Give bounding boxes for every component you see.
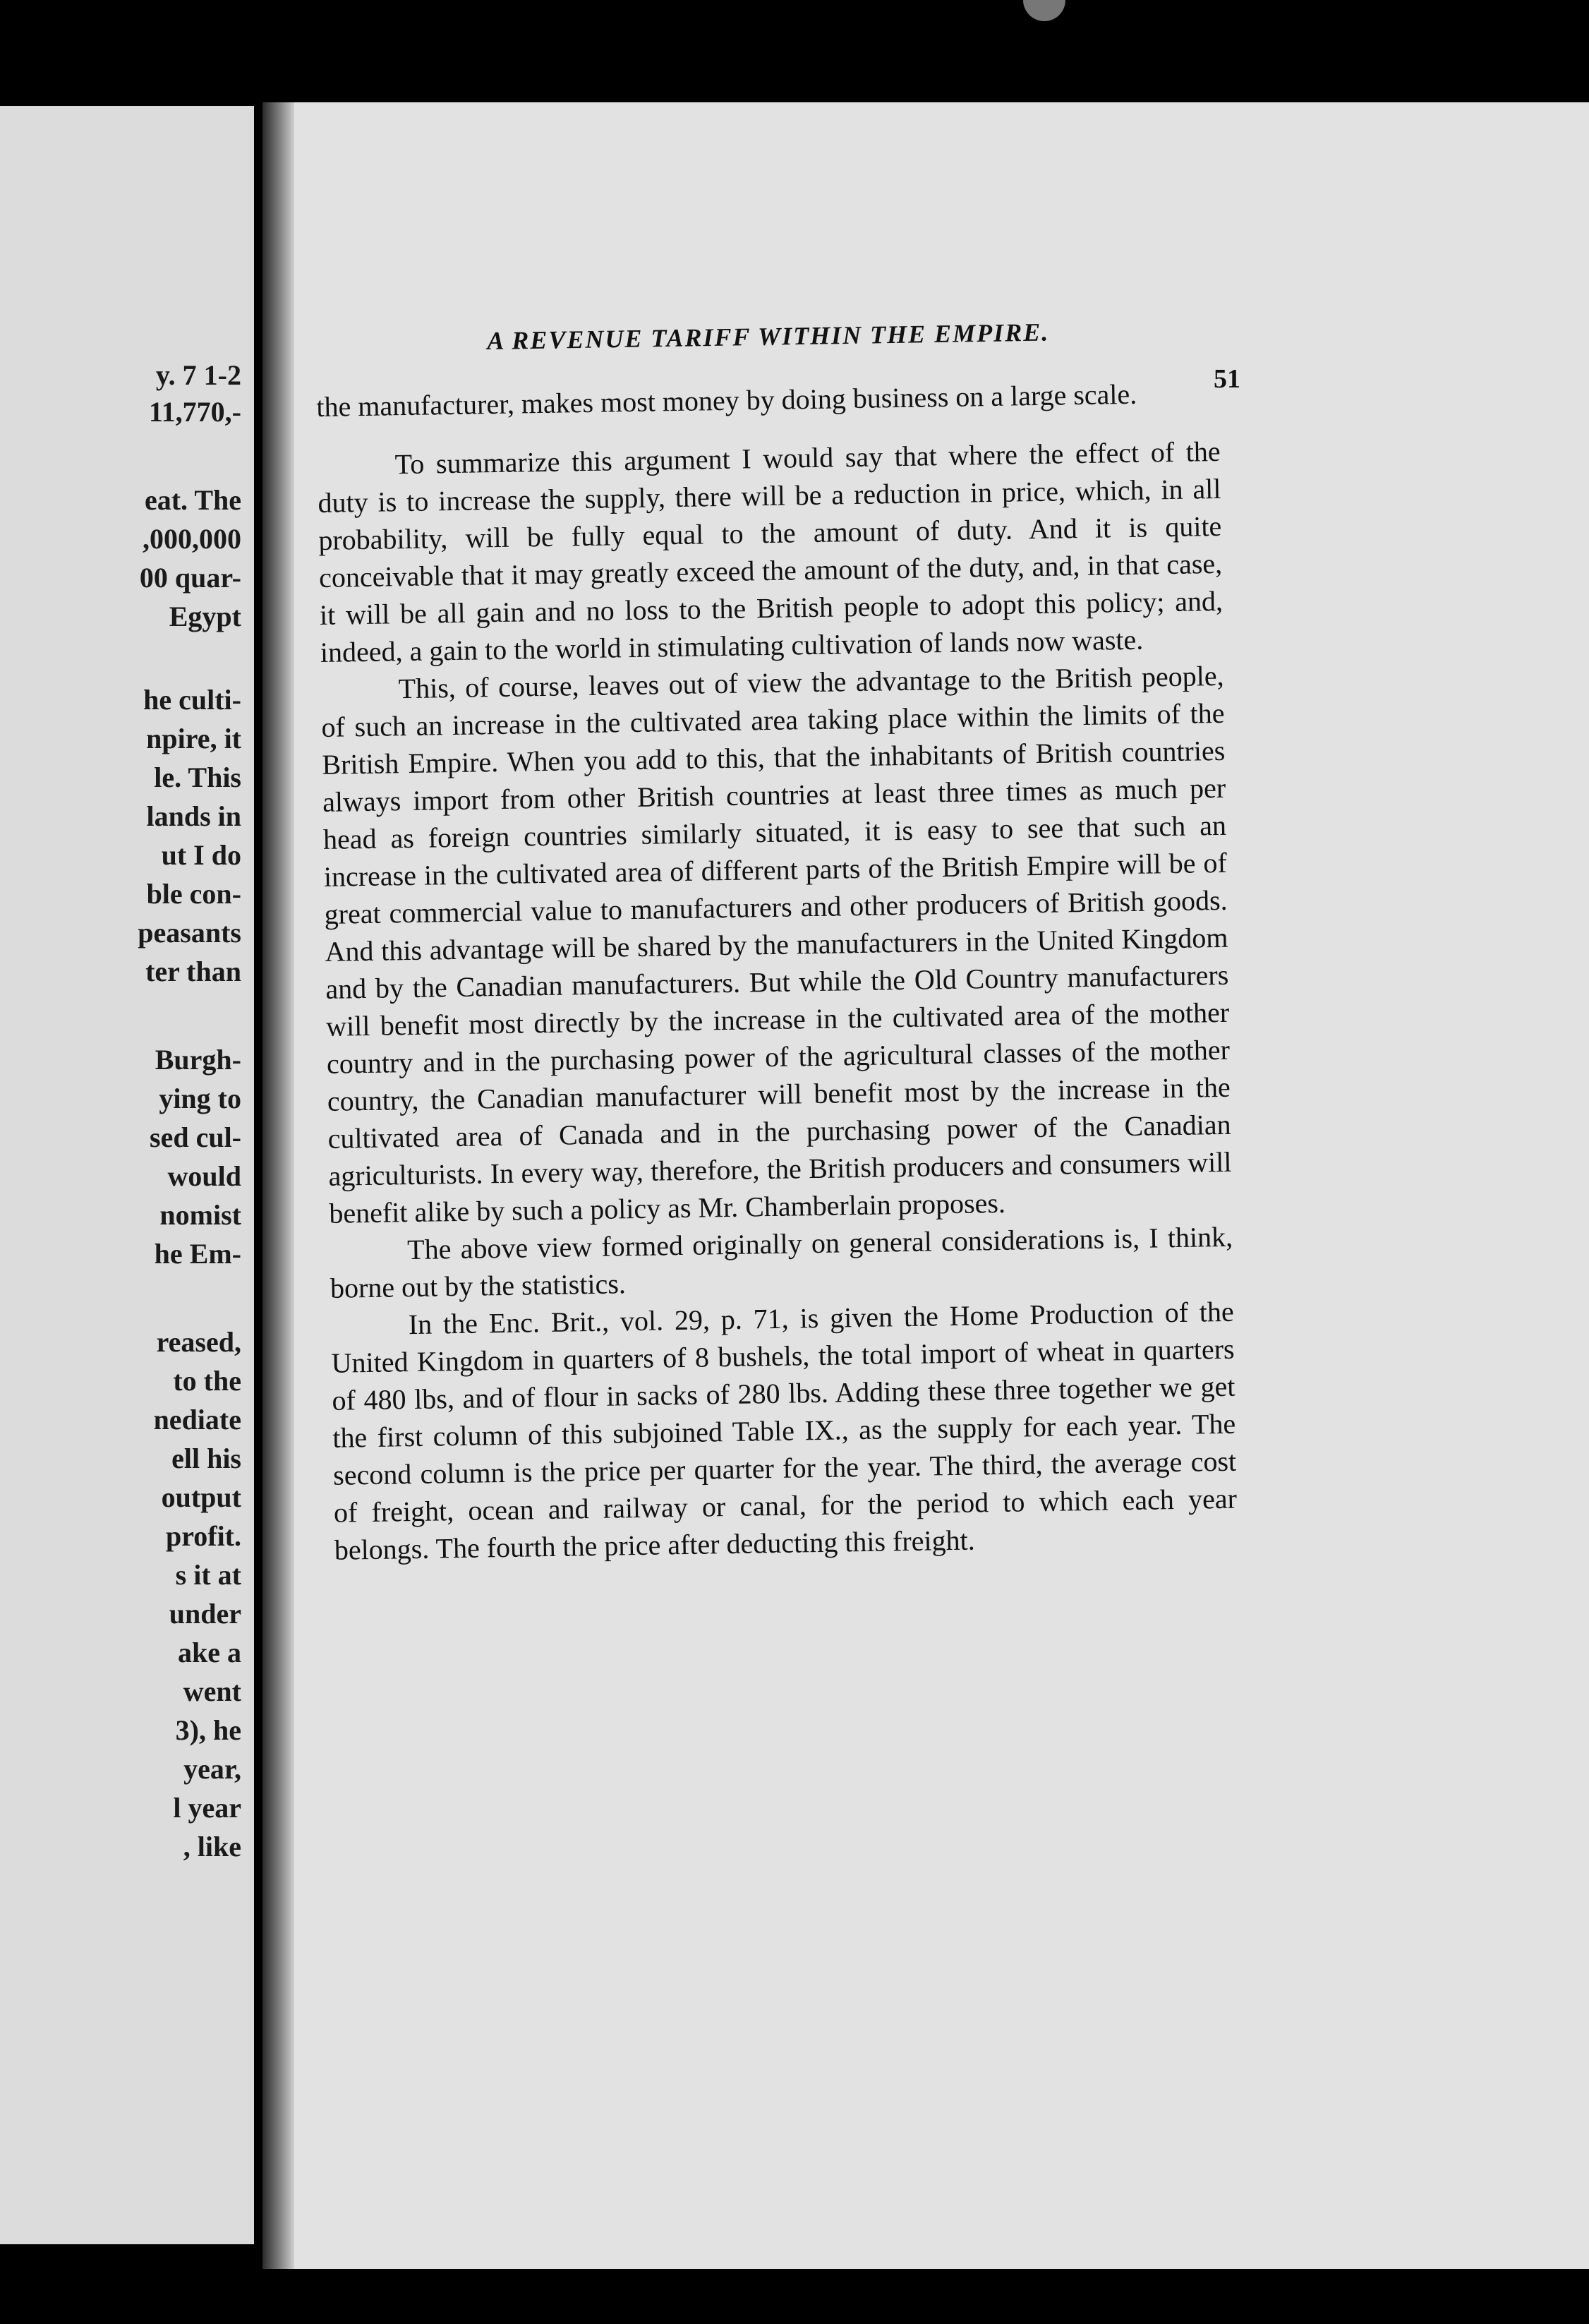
paragraph-4: The above view formed originally on general considerations is, I think, borne out by the statistics. xyxy=(330,1220,1233,1304)
left-line-29: output xyxy=(161,1481,241,1513)
left-line-27: nediate xyxy=(153,1404,241,1435)
page-gutter xyxy=(262,102,294,2269)
left-line-23: he Em- xyxy=(154,1238,241,1270)
left-line-18: Burgh- xyxy=(155,1044,241,1076)
left-line-5: ,000,000 xyxy=(143,523,241,555)
left-line-15: peasants xyxy=(138,917,241,949)
left-line-1: y. 7 1-2 xyxy=(155,359,241,391)
left-line-4: eat. The xyxy=(144,484,241,516)
left-line-22: nomist xyxy=(159,1199,241,1231)
left-line-19: ying to xyxy=(159,1083,241,1114)
left-line-10: npire, it xyxy=(146,723,241,754)
left-line-26: to the xyxy=(173,1365,241,1397)
page-number: 51 xyxy=(1214,364,1240,394)
left-line-20: sed cul- xyxy=(150,1121,241,1153)
left-line-32: under xyxy=(169,1598,241,1630)
left-line-28: ell his xyxy=(171,1443,241,1474)
left-line-34: went xyxy=(183,1675,241,1707)
left-line-16: ter than xyxy=(145,956,241,987)
left-line-25: reased, xyxy=(156,1326,241,1358)
left-line-13: ut I do xyxy=(161,839,241,871)
paragraph-2: To summarize this argument I would say that where the effect of the duty is to increase the supply, there will be a reduction in price, which, in all probability, will be fully equal to the amount of duty. And it is quite conceivable that it may greatly exceed the amount of the duty, and, in that case, it will be all gain and no loss to the British people to adopt this policy; and, indeed, a gain to the world in stimulating cultivation of lands now waste. xyxy=(318,435,1224,668)
left-line-14: ble con- xyxy=(146,878,241,910)
left-line-37: l year xyxy=(173,1792,241,1824)
left-line-2: 11,770,- xyxy=(148,396,241,428)
left-line-31: s it at xyxy=(175,1559,241,1591)
left-line-11: le. This xyxy=(154,761,241,793)
left-line-21: would xyxy=(167,1160,241,1192)
previous-page-fragment xyxy=(0,106,254,2244)
left-line-7: Egypt xyxy=(169,601,241,632)
left-line-9: he culti- xyxy=(143,684,241,716)
paragraph-3: This, of course, leaves out of view the advantage to the British people, of such an increase in the cultivated area taking place within the limits of the British Empire. When you add to this, that the inhabitants of British countries always import from other British countries at least three times as much per head as foreign countries similarly situated, it is easy to see that such an increase in the cultivated area of different parts of the British Empire will be of great commercial value to manufacturers and other producers of British goods. And this advantage will be shared by the manufacturers in the United Kingdom and by the Canadian manufacturers. But while the Old Country manufacturers will benefit most directly by the increase in the cultivated area of the mother country and in the purchasing power of the agricultural classes of the mother country, the Canadian manufacturer will benefit most by the increase in the cultivated area of Canada and in the purchasing power of the Canadian agriculturists. In every way, therefore, the British producers and consumers will benefit alike by such a policy as Mr. Chamberlain proposes. xyxy=(321,659,1232,1229)
running-head: A REVENUE TARIFF WITHIN THE EMPIRE. xyxy=(487,318,1050,355)
left-line-12: lands in xyxy=(146,800,241,832)
left-line-38: , like xyxy=(183,1831,241,1862)
left-line-36: year, xyxy=(183,1753,241,1785)
paragraph-5: In the Enc. Brit., vol. 29, p. 71, is given the Home Production of the United Kingdom in quarters of 8 bushels, the total import of wheat in quarters of 480 lbs, and of flour in sacks of 280 lbs. Adding these three together we get the first column of this subjoined Table IX., as the supply for each year. The second column is the price per quarter for the year. The third, the average cost of freight, ocean and railway or canal, for the period to which each year belongs. The fourth the price after deducting this freight. xyxy=(331,1295,1238,1566)
paragraph-1: the manufacturer, makes most money by doing business on a large scale. xyxy=(316,378,1137,423)
left-line-33: ake a xyxy=(178,1637,241,1668)
scan-blemish xyxy=(1023,0,1065,21)
left-line-30: profit. xyxy=(165,1520,241,1552)
left-line-35: 3), he xyxy=(175,1714,241,1746)
left-line-6: 00 quar- xyxy=(139,562,241,594)
body-text xyxy=(316,374,1238,1569)
